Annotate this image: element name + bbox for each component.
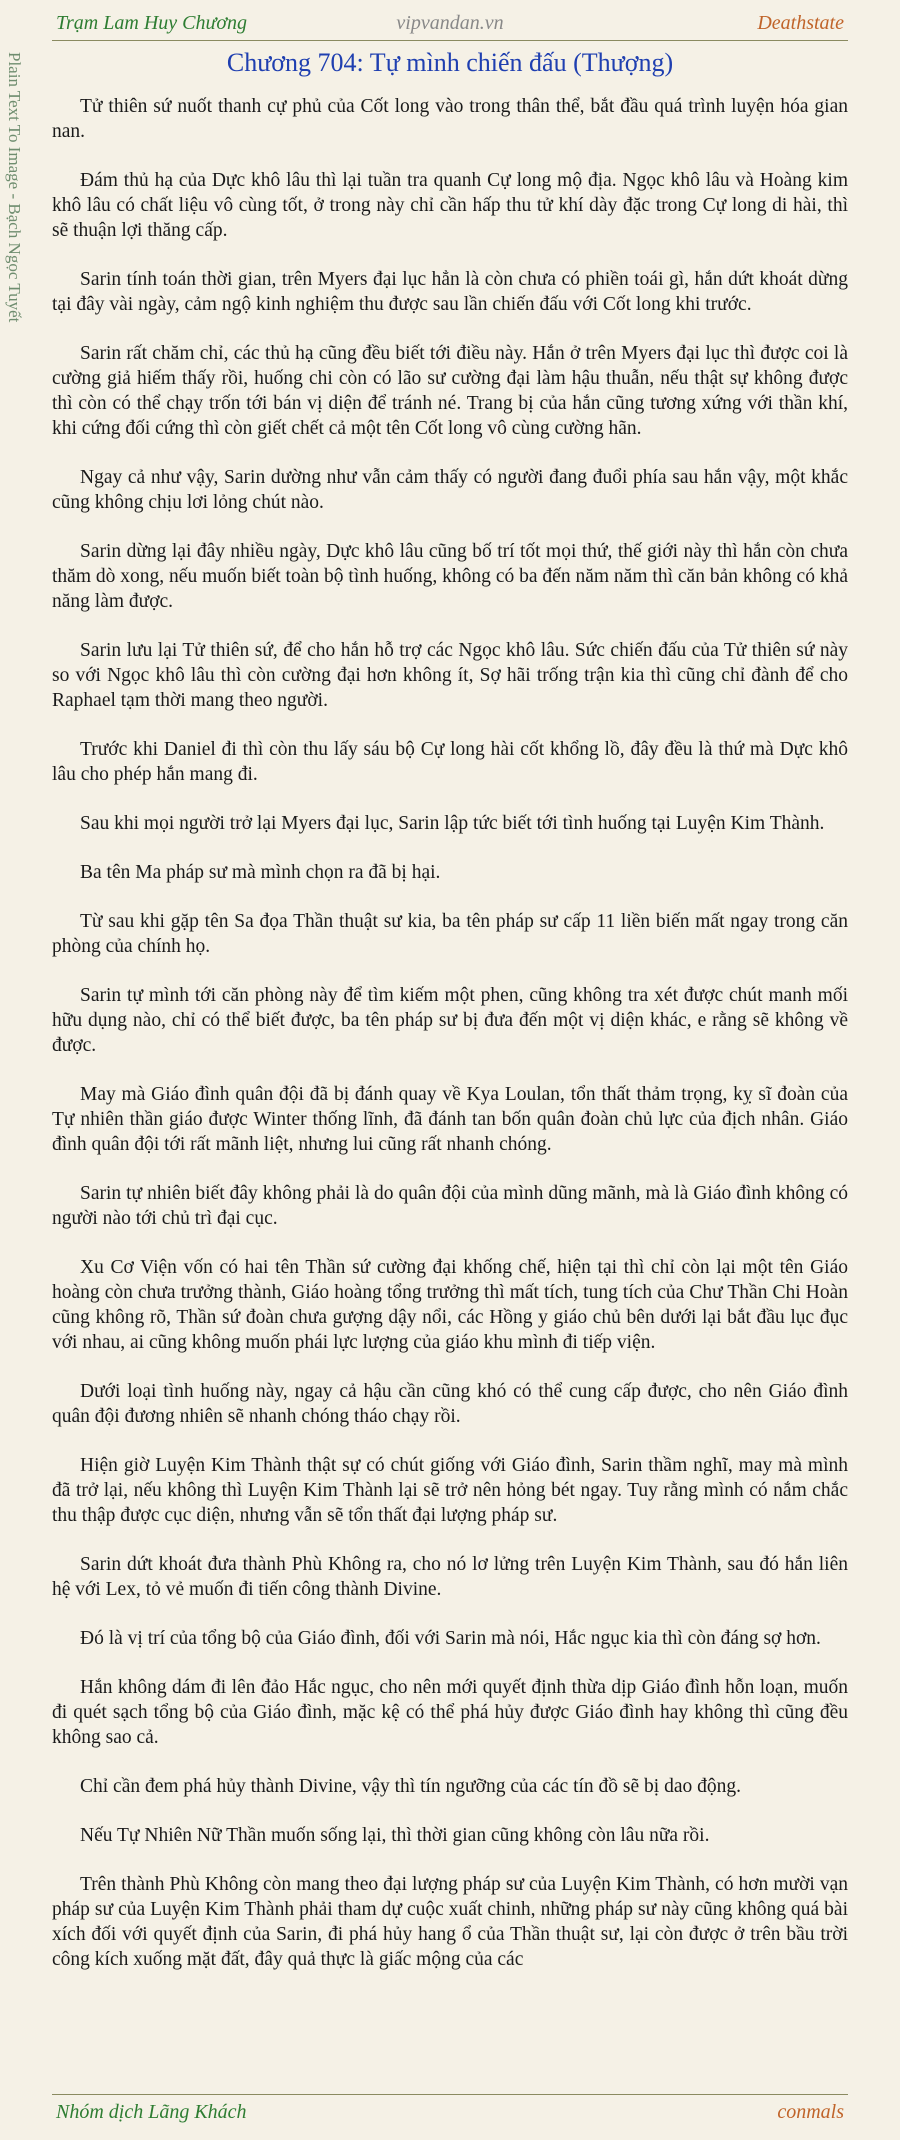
paragraph: Xu Cơ Viện vốn có hai tên Thần sứ cường đại khống chế, hiện tại thì chỉ còn lại một tên Giáo hoàng còn chưa trưởng thành, Giáo hoàng tổng trưởng thì mất tích, tung tích của Chư Thần Chi Hoàn cũng không rõ, Thần sứ đoàn chưa gượng dậy nổi, các Hồng y giáo chủ bên dưới lại bắt đầu lục đục với nhau, ai cũng không muốn phái lực lượng của giáo khu mình đi tiếp viện. xyxy=(52,1257,848,1353)
paragraph: Tử thiên sứ nuốt thanh cự phủ của Cốt long vào trong thân thể, bắt đầu quá trình luyện hóa gian nan. xyxy=(52,96,848,142)
header-author: Deathstate xyxy=(757,12,844,34)
paragraph: Sarin tính toán thời gian, trên Myers đại lục hẳn là còn chưa có phiền toái gì, hắn dứt khoát dừng tại đây vài ngày, cảm ngộ kinh nghiệm thu được sau lần chiến đấu với Cốt long khi trước. xyxy=(52,269,848,315)
footer-editor: conmals xyxy=(777,2101,844,2123)
paragraph: Ngay cả như vậy, Sarin dường như vẫn cảm thấy có người đang đuổi phía sau hắn vậy, một khắc cũng không chịu lơi lỏng chút nào. xyxy=(52,467,848,513)
paragraph: Hắn không dám đi lên đảo Hắc ngục, cho nên mới quyết định thừa dịp Giáo đình hỗn loạn, muốn đi quét sạch tổng bộ của Giáo đình, mặc kệ có thể phá hủy được Giáo đình hay không thì cũng đều không sao cả. xyxy=(52,1677,848,1748)
paragraph: Đám thủ hạ của Dực khô lâu thì lại tuần tra quanh Cự long mộ địa. Ngọc khô lâu và Hoàng kim khô lâu có chất liệu vô cùng tốt, ở trong này chỉ cần hấp thu tử khí dày đặc trong Cự long di hài, thì sẽ thuận lợi thăng cấp. xyxy=(52,170,848,241)
paragraph: Trên thành Phù Không còn mang theo đại lượng pháp sư của Luyện Kim Thành, có hơn mười vạn pháp sư của Luyện Kim Thành phải tham dự cuộc xuất chinh, những pháp sư này cũng không quá bài xích đối với quyết định của Sarin, đi phá hủy hang ổ của Thần thuật sư, lại còn được ở trên bầu trời công kích xuống mặt đất, đây quả thực là giấc mộng của các xyxy=(52,1874,848,1970)
page-footer xyxy=(52,2094,848,2129)
header-site-name: Trạm Lam Huy Chương xyxy=(56,12,248,34)
side-watermark-text: Plain Text To Image - Bạch Ngọc Tuyết xyxy=(5,52,24,323)
paragraph: Sarin rất chăm chỉ, các thủ hạ cũng đều biết tới điều này. Hắn ở trên Myers đại lục thì được coi là cường giả hiếm thấy rồi, huống chi còn có lão sư cường đại làm hậu thuẫn, nếu thật sự không được thì còn có thể chạy trốn tới bán vị diện để tránh né. Trang bị của hắn cũng tương xứng với thần khí, khi cứng đối cứng thì còn giết chết cả một tên Cốt long vô cùng cường hãn. xyxy=(52,343,848,439)
paragraph: Sarin dừng lại đây nhiều ngày, Dực khô lâu cũng bố trí tốt mọi thứ, thế giới này thì hắn còn chưa thăm dò xong, nếu muốn biết toàn bộ tình huống, không có ba đến năm năm thì căn bản không có khả năng làm được. xyxy=(52,541,848,612)
chapter-title: Chương 704: Tự mình chiến đấu (Thượng) xyxy=(226,48,674,77)
paragraph: Ba tên Ma pháp sư mà mình chọn ra đã bị hại. xyxy=(80,862,441,883)
page-header xyxy=(52,8,848,41)
paragraph: Sarin lưu lại Tử thiên sứ, để cho hắn hỗ trợ các Ngọc khô lâu. Sức chiến đấu của Tử thiên sứ này so với Ngọc khô lâu thì còn cường đại hơn không ít, Sợ hãi trống trận kia thì cũng chỉ đành để cho Raphael tạm thời mang theo người. xyxy=(52,640,848,711)
paragraph: Dưới loại tình huống này, ngay cả hậu cần cũng khó có thể cung cấp được, cho nên Giáo đình quân đội đương nhiên sẽ nhanh chóng tháo chạy rồi. xyxy=(52,1381,848,1427)
paragraph: Chỉ cần đem phá hủy thành Divine, vậy thì tín ngưỡng của các tín đồ sẽ bị dao động. xyxy=(80,1776,741,1797)
paragraph: May mà Giáo đình quân đội đã bị đánh quay về Kya Loulan, tổn thất thảm trọng, kỵ sĩ đoàn của Tự nhiên thần giáo được Winter thống lĩnh, đã đánh tan bốn quân đoàn chủ lực của địch nhân. Giáo đình quân đội tới rất mãnh liệt, nhưng lui cũng rất nhanh chóng. xyxy=(52,1084,848,1155)
paragraph: Sarin tự mình tới căn phòng này để tìm kiếm một phen, cũng không tra xét được chút manh mối hữu dụng nào, chỉ có thể biết được, ba tên pháp sư bị đưa đến một vị diện khác, e rằng sẽ không về được. xyxy=(52,985,848,1056)
paragraph: Đó là vị trí của tổng bộ của Giáo đình, đối với Sarin mà nói, Hắc ngục kia thì còn đáng sợ hơn. xyxy=(80,1628,821,1649)
header-domain: vipvandan.vn xyxy=(396,12,504,34)
footer-translator-group: Nhóm dịch Lãng Khách xyxy=(56,2101,247,2123)
paragraph: Sarin tự nhiên biết đây không phải là do quân đội của mình dũng mãnh, mà là Giáo đình không có người nào tới chủ trì đại cục. xyxy=(52,1183,848,1229)
paragraph: Hiện giờ Luyện Kim Thành thật sự có chút giống với Giáo đình, Sarin thầm nghĩ, may mà mình đã trở lại, nếu không thì Luyện Kim Thành lại sẽ trở nên hỏng bét ngay. Tuy rằng mình có nắm chắc thu thập được cục diện, nhưng vẫn sẽ tổn thất đại lượng pháp sư. xyxy=(52,1455,848,1526)
paragraph: Sarin dứt khoát đưa thành Phù Không ra, cho nó lơ lửng trên Luyện Kim Thành, sau đó hắn liên hệ với Lex, tỏ vẻ muốn đi tiến công thành Divine. xyxy=(52,1554,848,1600)
chapter-body xyxy=(52,94,848,1996)
paragraph: Trước khi Daniel đi thì còn thu lấy sáu bộ Cự long hài cốt khổng lồ, đây đều là thứ mà Dực khô lâu cho phép hắn mang đi. xyxy=(52,739,848,785)
side-watermark xyxy=(6,52,42,392)
paragraph: Sau khi mọi người trở lại Myers đại lục, Sarin lập tức biết tới tình huống tại Luyện Kim Thành. xyxy=(80,813,825,834)
paragraph: Từ sau khi gặp tên Sa đọa Thần thuật sư kia, ba tên pháp sư cấp 11 liền biến mất ngay trong căn phòng của chính họ. xyxy=(52,911,848,957)
paragraph: Nếu Tự Nhiên Nữ Thần muốn sống lại, thì thời gian cũng không còn lâu nữa rồi. xyxy=(80,1825,710,1846)
